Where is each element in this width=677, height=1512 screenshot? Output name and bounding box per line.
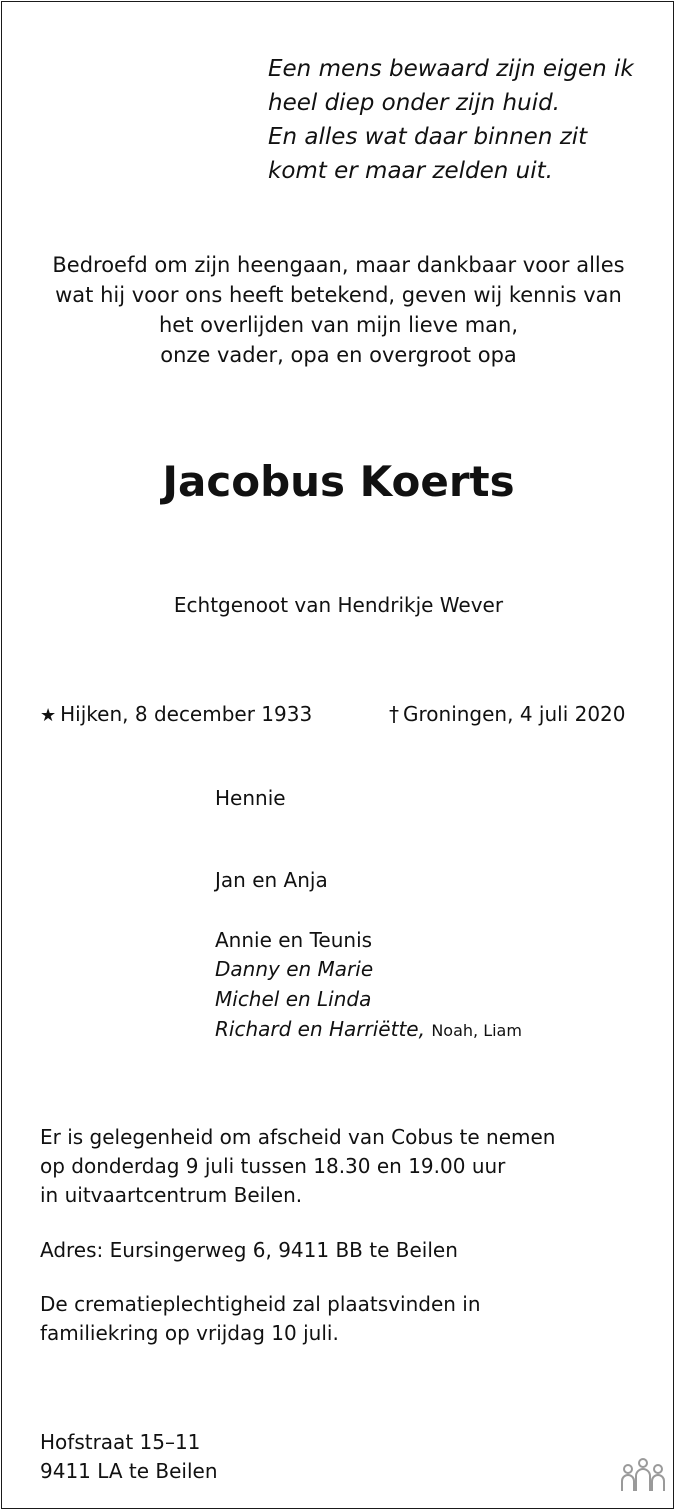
star-icon: ★ bbox=[40, 705, 57, 726]
people-group-icon bbox=[620, 1457, 666, 1495]
home-address-line: Hofstraat 15–11 bbox=[40, 1430, 201, 1454]
cremation-info bbox=[40, 1290, 481, 1348]
home-address bbox=[40, 1428, 218, 1486]
intro-line: wat hij voor ons heeft betekend, geven wij kennis van bbox=[55, 283, 622, 307]
birth-info bbox=[40, 699, 312, 731]
poem-line: heel diep onder zijn huid. bbox=[268, 90, 560, 116]
poem bbox=[268, 52, 634, 188]
farewell-line: op donderdag 9 juli tussen 18.30 en 19.00 uur bbox=[40, 1154, 506, 1178]
spouse-line: Echtgenoot van Hendrikje Wever bbox=[173, 593, 504, 617]
birth-text: Hijken, 8 december 1933 bbox=[60, 702, 313, 726]
poem-line: komt er maar zelden uit. bbox=[268, 158, 553, 184]
deceased-name: Jacobus Koerts bbox=[162, 457, 515, 506]
poem-line: En alles wat daar binnen zit bbox=[268, 124, 588, 150]
family-child: Jan en Anja bbox=[215, 868, 328, 892]
intro-line: het overlijden van mijn lieve man, bbox=[158, 313, 519, 337]
family-grandchild-row bbox=[215, 1014, 522, 1046]
farewell-line: in uitvaartcentrum Beilen. bbox=[40, 1183, 303, 1207]
death-text: Groningen, 4 juli 2020 bbox=[403, 702, 626, 726]
family-grandchild: Danny en Marie bbox=[215, 957, 374, 981]
obituary-card bbox=[1, 1, 674, 1509]
family-child: Annie en Teunis bbox=[215, 928, 373, 952]
poem-line: Een mens bewaard zijn eigen ik bbox=[268, 56, 634, 82]
death-info bbox=[389, 699, 626, 729]
cremation-line: familiekring op vrijdag 10 juli. bbox=[40, 1321, 339, 1345]
home-address-line: 9411 LA te Beilen bbox=[40, 1459, 218, 1483]
venue-address: Adres: Eursingerweg 6, 9411 BB te Beilen bbox=[40, 1238, 458, 1262]
family-great-grandchildren: Noah, Liam bbox=[431, 1021, 522, 1040]
dagger-icon: † bbox=[389, 702, 399, 726]
intro-line: onze vader, opa en overgroot opa bbox=[160, 343, 517, 367]
family-grandchild: Michel en Linda bbox=[215, 987, 372, 1011]
farewell-info bbox=[40, 1123, 555, 1210]
announcement-intro bbox=[2, 250, 675, 370]
intro-line: Bedroefd om zijn heengaan, maar dankbaar voor alles bbox=[52, 253, 625, 277]
cremation-line: De crematieplechtigheid zal plaatsvinden in bbox=[40, 1292, 481, 1316]
family-spouse: Hennie bbox=[215, 786, 286, 810]
family-grandchild: Richard en Harriëtte, bbox=[215, 1017, 425, 1041]
farewell-line: Er is gelegenheid om afscheid van Cobus te nemen bbox=[40, 1125, 556, 1149]
